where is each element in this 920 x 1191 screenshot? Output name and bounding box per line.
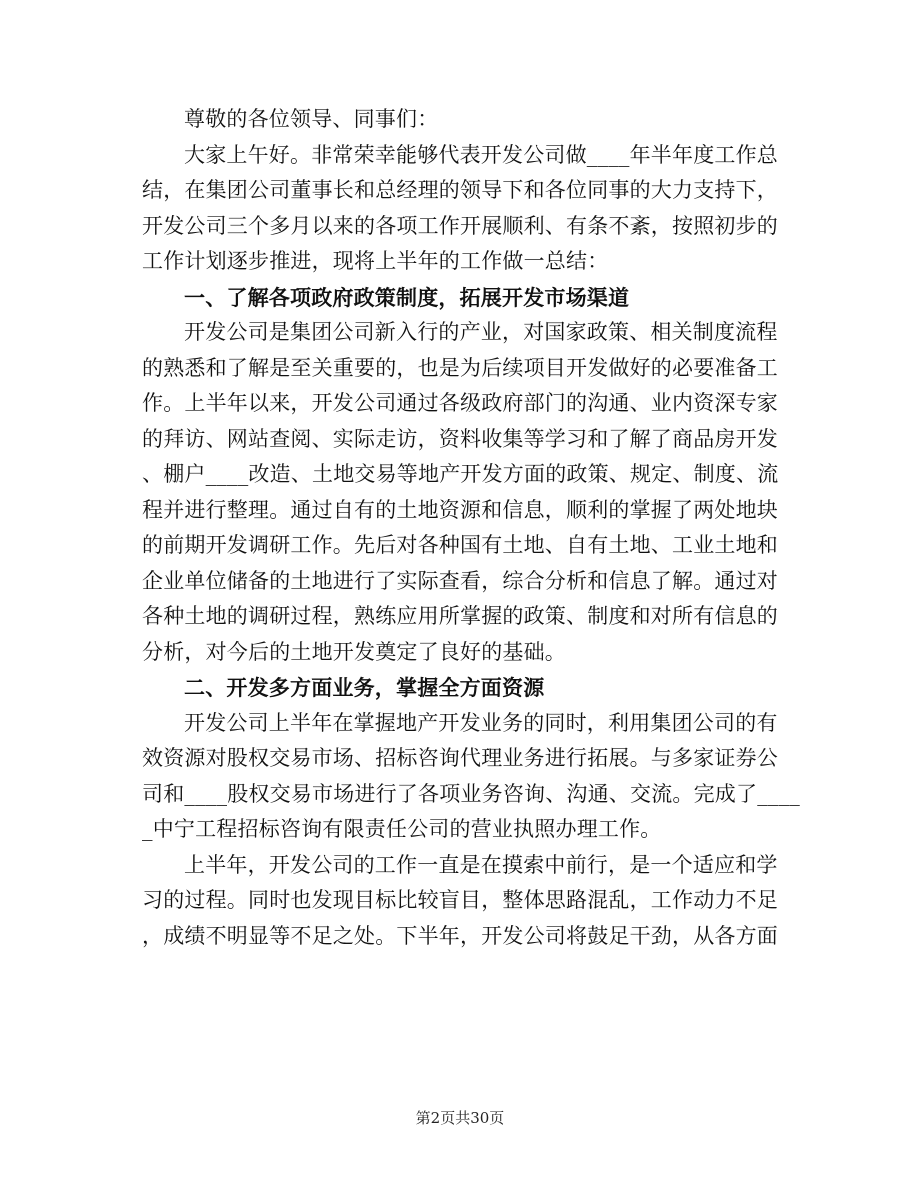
paragraph-line: 司和____股权交易市场进行了各项业务咨询、沟通、交流。完成了____ (142, 781, 800, 806)
paragraph-line: 大家上午好。非常荣幸能够代表开发公司做____年半年度工作总 (184, 142, 778, 167)
paragraph-line: 分析，对今后的土地开发奠定了良好的基础。 (142, 639, 566, 664)
paragraph-line: 效资源对股权交易市场、招标咨询代理业务进行拓展。与多家证券公 (142, 746, 778, 770)
document-body (142, 102, 800, 954)
section-heading-1: 一、了解各项政府政策制度，拓展开发市场渠道 (184, 284, 630, 310)
paragraph-line: 上半年，开发公司的工作一直是在摸索中前行，是一个适应和学 (184, 852, 778, 877)
paragraph-line: 的前期开发调研工作。先后对各种国有土地、自有土地、工业土地和 (142, 533, 778, 557)
section-heading-2: 二、开发多方面业务，掌握全方面资源 (184, 675, 545, 700)
paragraph-line: 企业单位储备的土地进行了实际查看，综合分析和信息了解。通过对 (142, 568, 778, 593)
paragraph-line: 、棚户____改造、土地交易等地产开发方面的政策、规定、制度、流 (142, 462, 779, 486)
paragraph-line: 的熟悉和了解是至关重要的，也是为后续项目开发做好的必要准备工 (142, 355, 778, 380)
paragraph-line: 作。上半年以来，开发公司通过各级政府部门的沟通、业内资深专家 (142, 391, 778, 415)
paragraph-line: 工作计划逐步推进，现将上半年的工作做一总结： (142, 249, 609, 273)
page-number-footer: 第2页共30页 (415, 1109, 505, 1127)
paragraph-line: 开发公司三个多月以来的各项工作开展顺利、有条不紊，按照初步的 (142, 213, 778, 238)
paragraph-line: 开发公司是集团公司新入行的产业，对国家政策、相关制度流程 (184, 320, 778, 344)
paragraph-line: 的拜访、网站查阅、实际走访，资料收集等学习和了解了商品房开发 (142, 426, 778, 451)
paragraph-line: 习的过程。同时也发现目标比较盲目，整体思路混乱，工作动力不足 (142, 888, 778, 912)
paragraph-line: 各种土地的调研过程，熟练应用所掌握的政策、制度和对所有信息的 (142, 604, 778, 628)
salutation-line: 尊敬的各位领导、同事们： (184, 107, 439, 131)
paragraph-line: 程并进行整理。通过自有的土地资源和信息，顺利的掌握了两处地块 (142, 497, 778, 522)
paragraph-line: _中宁工程招标咨询有限责任公司的营业执照办理工作。 (142, 817, 662, 841)
paragraph-line: 开发公司上半年在掌握地产开发业务的同时，利用集团公司的有 (184, 710, 778, 735)
paragraph-line: 结，在集团公司董事长和总经理的领导下和各位同事的大力支持下， (142, 178, 778, 202)
paragraph-line: ，成绩不明显等不足之处。下半年，开发公司将鼓足干劲，从各方面 (142, 923, 778, 948)
